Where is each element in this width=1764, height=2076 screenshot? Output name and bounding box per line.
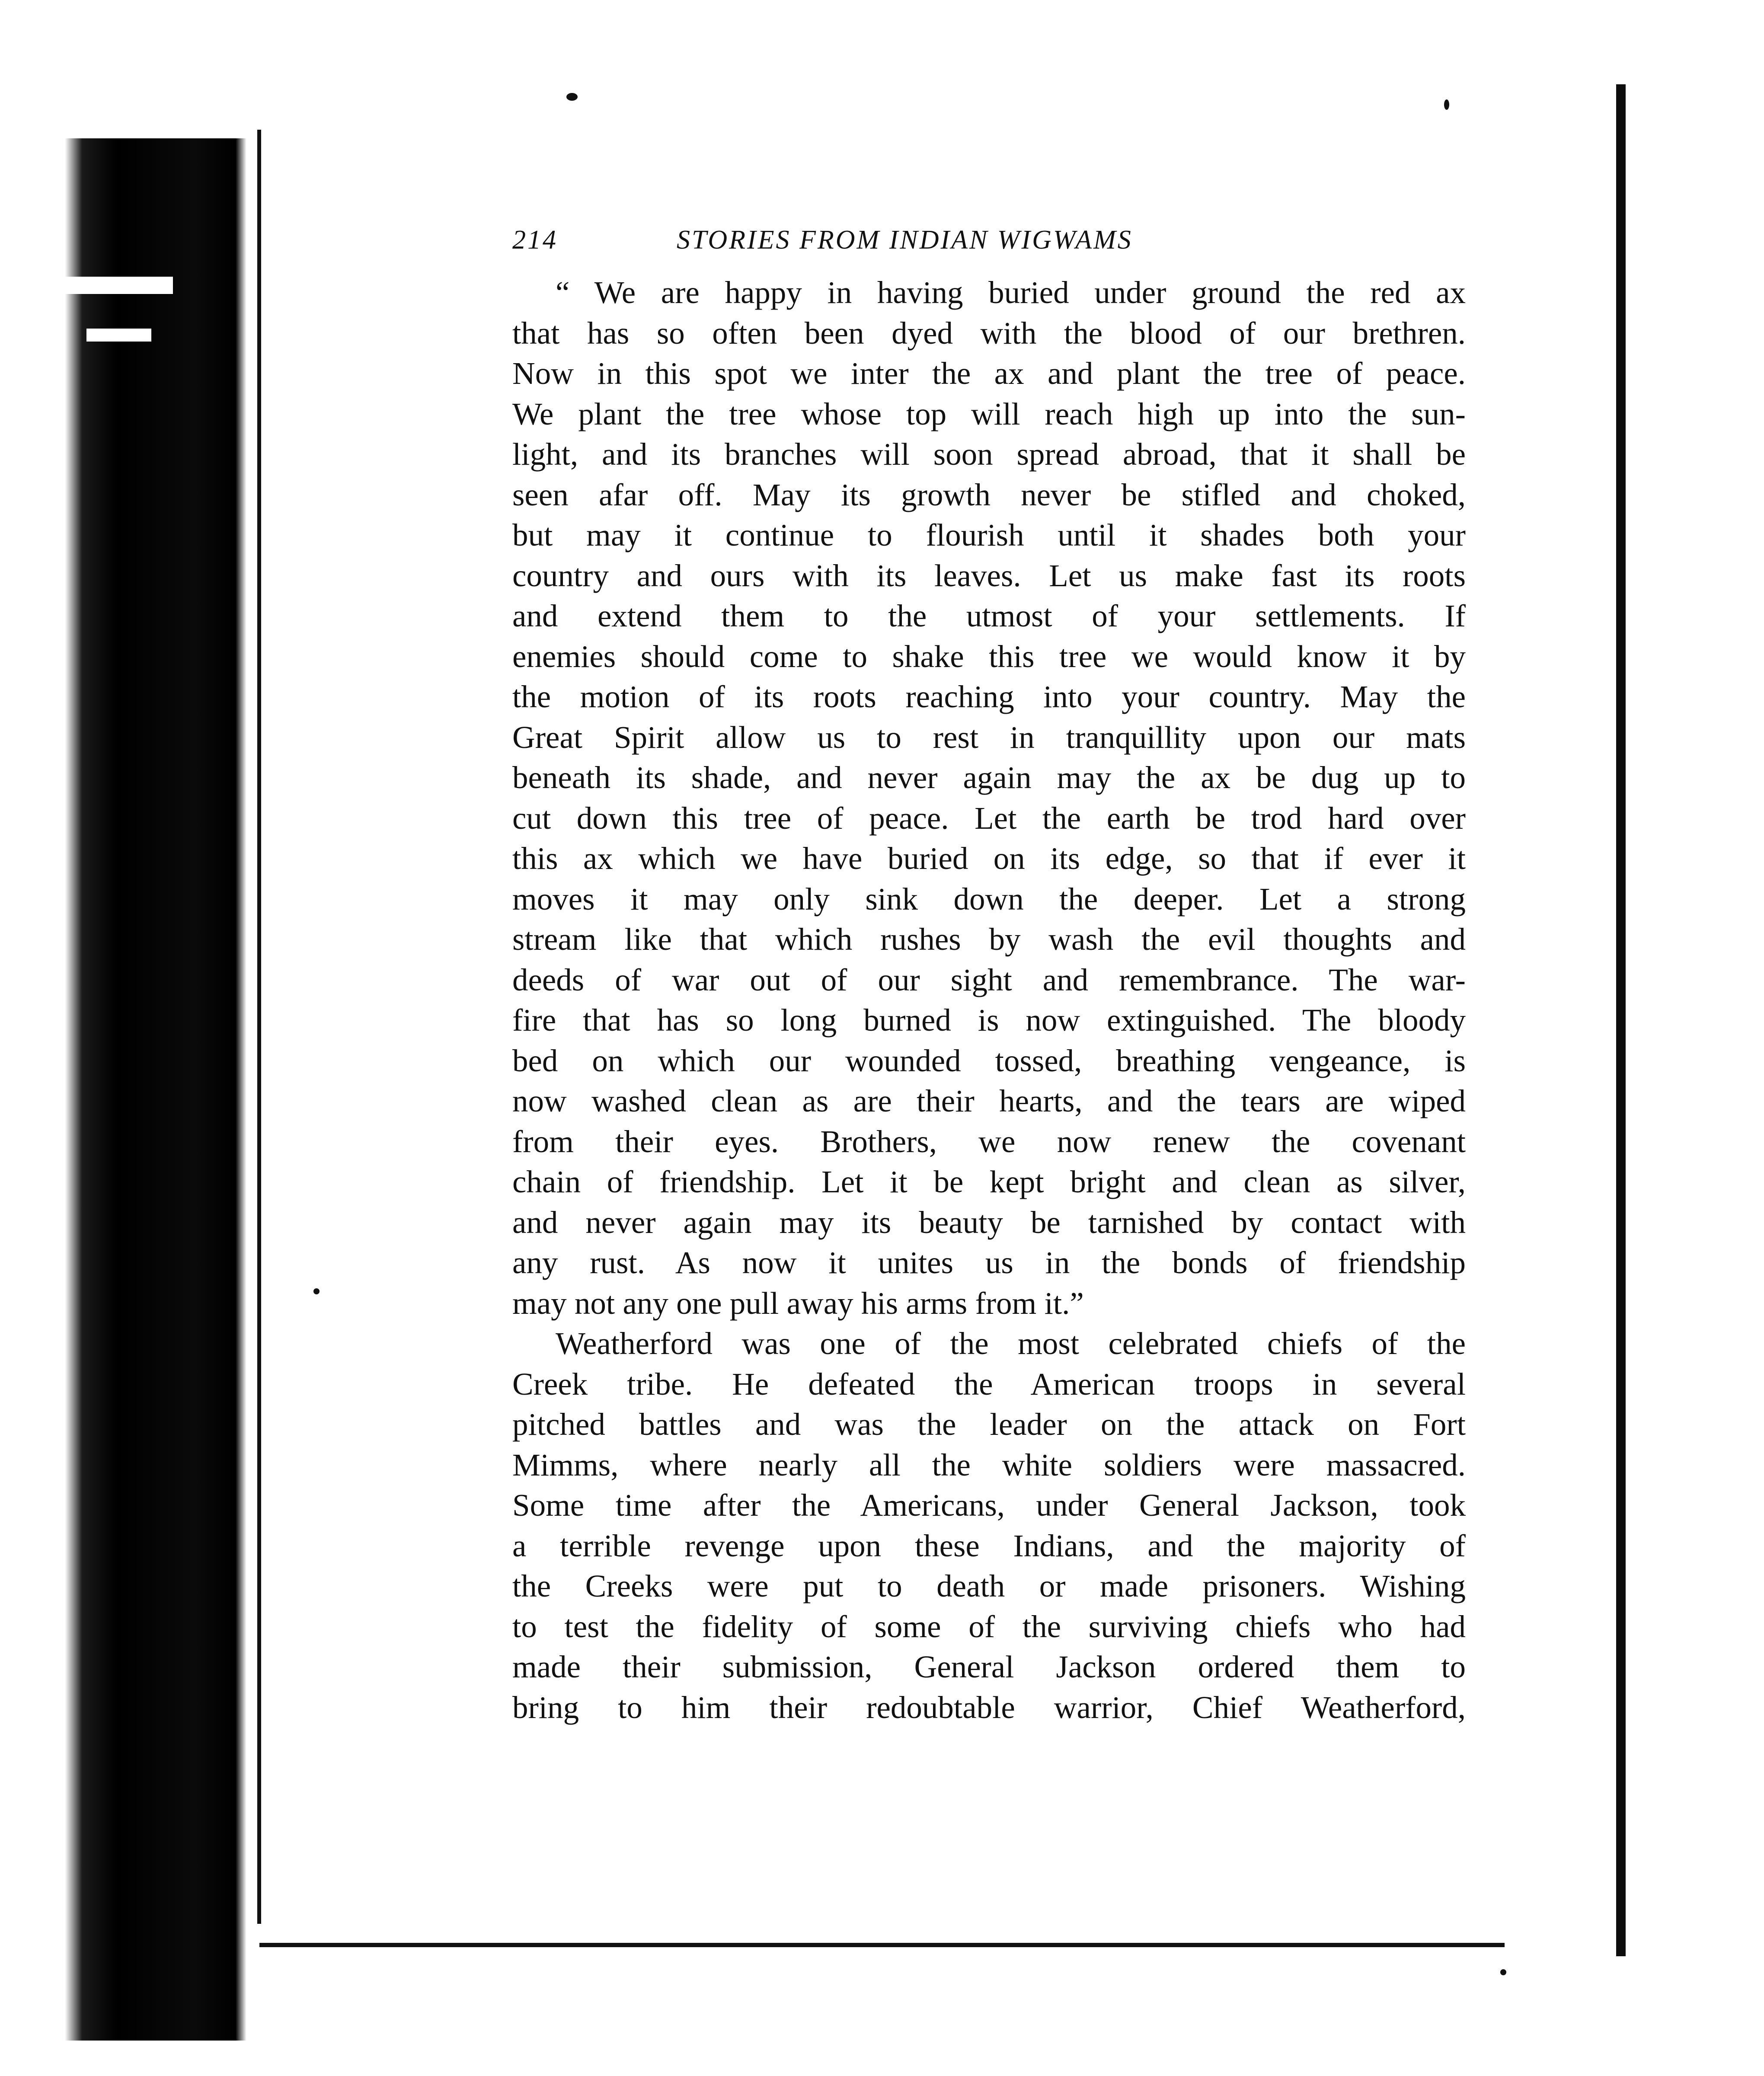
paragraph-weatherford	[512, 1323, 1466, 1728]
book-spine-shadow	[65, 138, 246, 2041]
text-line: and never again may its beauty be tarnished by contact with	[512, 1204, 1466, 1240]
page-text-block	[512, 225, 1466, 1728]
text-line: now washed clean as are their hearts, and the tears are wiped	[512, 1083, 1466, 1118]
scan-speck	[1500, 1969, 1506, 1975]
scan-speck	[1444, 99, 1449, 110]
text-line: light, and its branches will soon spread abroad, that it shall be	[512, 437, 1466, 472]
scan-speck	[566, 93, 578, 101]
text-line: seen afar off. May its growth never be stifled and choked,	[512, 477, 1466, 512]
text-line: deeds of war out of our sight and remembrance. The war-	[512, 962, 1466, 997]
text-line: Some time after the Americans, under General Jackson, took	[512, 1488, 1466, 1523]
running-title: STORIES FROM INDIAN WIGWAMS	[677, 225, 1133, 255]
text-line: stream like that which rushes by wash the evil thoughts and	[512, 922, 1466, 957]
text-line: bed on which our wounded tossed, breathing vengeance, is	[512, 1043, 1466, 1078]
text-line: that has so often been dyed with the blood of our brethren.	[512, 315, 1466, 351]
text-line: cut down this tree of peace. Let the earth be trod hard over	[512, 800, 1466, 836]
text-line: but may it continue to flourish until it shades both your	[512, 517, 1466, 553]
text-line: the Creeks were put to death or made prisoners. Wishing	[512, 1568, 1466, 1603]
text-line: enemies should come to shake this tree we would know it by	[512, 639, 1466, 674]
text-line: the motion of its roots reaching into your country. May the	[512, 679, 1466, 714]
text-line: Mimms, where nearly all the white soldiers were massacred.	[512, 1447, 1466, 1482]
text-line: may not any one pull away his arms from it.”	[512, 1285, 1084, 1321]
text-line: Great Spirit allow us to rest in tranquillity upon our mats	[512, 719, 1466, 755]
text-line: country and ours with its leaves. Let us make fast its roots	[512, 558, 1466, 593]
text-line: this ax which we have buried on its edge, so that if ever it	[512, 841, 1466, 876]
text-line: a terrible revenge upon these Indians, and the majority of	[512, 1528, 1466, 1563]
spine-highlight	[65, 277, 173, 294]
text-line: We plant the tree whose top will reach high up into the sun-	[512, 396, 1466, 431]
text-line: “ We are happy in having buried under ground the red ax	[556, 275, 1466, 310]
text-line: and extend them to the utmost of your settlements. If	[512, 598, 1466, 633]
text-line: moves it may only sink down the deeper. Let a strong	[512, 881, 1466, 917]
text-line: beneath its shade, and never again may the ax be dug up to	[512, 760, 1466, 795]
scan-speck	[313, 1288, 320, 1294]
paragraph-speech	[512, 272, 1466, 1323]
text-line: any rust. As now it unites us in the bonds of friendship	[512, 1245, 1466, 1280]
text-line: pitched battles and was the leader on the attack on Fort	[512, 1407, 1466, 1442]
page-left-edge	[257, 130, 261, 1924]
page-bottom-edge	[259, 1943, 1505, 1947]
text-line: chain of friendship. Let it be kept bright and clean as silver,	[512, 1164, 1466, 1199]
text-line: Now in this spot we inter the ax and plant the tree of peace.	[512, 356, 1466, 391]
running-head	[512, 225, 1466, 272]
text-line: Weatherford was one of the most celebrated chiefs of the	[556, 1326, 1466, 1361]
page-number: 214	[512, 225, 558, 255]
text-line: from their eyes. Brothers, we now renew the covenant	[512, 1124, 1466, 1159]
page-right-edge	[1616, 84, 1626, 1956]
text-line: fire that has so long burned is now extinguished. The bloody	[512, 1003, 1466, 1038]
text-line: Creek tribe. He defeated the American troops in several	[512, 1366, 1466, 1402]
text-line: made their submission, General Jackson ordered them to	[512, 1649, 1466, 1684]
text-line: to test the fidelity of some of the surviving chiefs who had	[512, 1609, 1466, 1644]
text-line: bring to him their redoubtable warrior, Chief Weatherford,	[512, 1690, 1466, 1725]
spine-highlight	[86, 329, 151, 342]
